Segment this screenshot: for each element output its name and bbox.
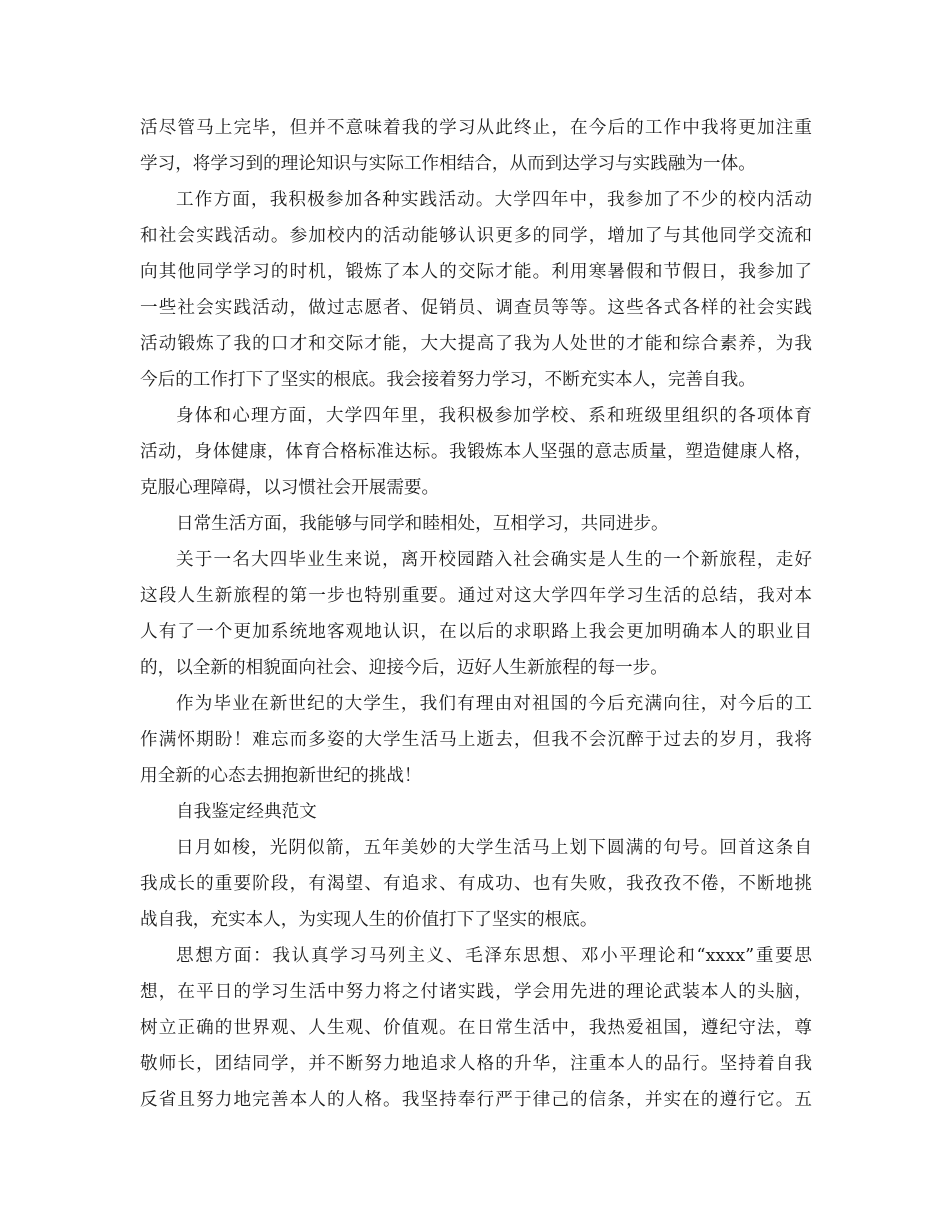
text-line: 作满怀期盼！难忘而多姿的大学生活马上逝去，但我不会沉醉于过去的岁月，我将 <box>140 730 812 750</box>
text-line: 这段人生新旅程的第一步也特别重要。通过对这大学四年学习生活的总结，我对本 <box>140 586 812 606</box>
paragraph-first-line: 工作方面，我积极参加各种实践活动。大学四年中，我参加了不少的校内活动 <box>176 190 812 210</box>
paragraph-first-line: 日常生活方面，我能够与同学和睦相处，互相学习，共同进步。 <box>176 514 669 534</box>
paragraph-first-line: 作为毕业在新世纪的大学生，我们有理由对祖国的今后充满向往，对今后的工 <box>176 694 812 714</box>
paragraph-first-line: 思想方面：我认真学习马列主义、毛泽东思想、邓小平理论和“xxxx”重要思 <box>176 946 812 966</box>
text-line: 反省且努力地完善本人的人格。我坚持奉行严于律己的信条，并实在的遵行它。五 <box>140 1090 812 1110</box>
text-line: 我成长的重要阶段，有渴望、有追求、有成功、也有失败，我孜孜不倦，不断地挑 <box>140 874 812 894</box>
text-line: 学习，将学习到的理论知识与实际工作相结合，从而到达学习与实践融为一体。 <box>140 154 756 174</box>
text-line: 想，在平日的学习生活中努力将之付诸实践，学会用先进的理论武装本人的头脑， <box>140 982 812 1002</box>
text-line: 克服心理障碍，以习惯社会开展需要。 <box>140 478 440 498</box>
text-line: 战自我，充实本人，为实现人生的价值打下了坚实的根底。 <box>140 910 598 930</box>
text-line: 和社会实践活动。参加校内的活动能够认识更多的同学，增加了与其他同学交流和 <box>140 226 812 246</box>
text-line: 一些社会实践活动，做过志愿者、促销员、调查员等等。这些各式各样的社会实践 <box>140 298 812 318</box>
text-line: 树立正确的世界观、人生观、价值观。在日常生活中，我热爱祖国，遵纪守法，尊 <box>140 1018 812 1038</box>
text-line: 活动锻炼了我的口才和交际才能，大大提高了我为人处世的才能和综合素养，为我 <box>140 334 812 354</box>
text-line: 今后的工作打下了坚实的根底。我会接着努力学习，不断充实本人，完善自我。 <box>140 370 756 390</box>
text-line: 人有了一个更加系统地客观地认识，在以后的求职路上我会更加明确本人的职业目 <box>140 622 812 642</box>
text-line: 的，以全新的相貌面向社会、迎接今后，迈好人生新旅程的每一步。 <box>140 658 668 678</box>
section-heading: 自我鉴定经典范文 <box>176 802 317 822</box>
paragraph-first-line: 关于一名大四毕业生来说，离开校园踏入社会确实是人生的一个新旅程，走好 <box>176 550 812 570</box>
paragraph-first-line: 日月如梭，光阴似箭，五年美妙的大学生活马上划下圆满的句号。回首这条自 <box>176 838 812 858</box>
text-line: 敬师长，团结同学，并不断努力地追求人格的升华，注重本人的品行。坚持着自我 <box>140 1054 812 1074</box>
text-line: 活尽管马上完毕，但并不意味着我的学习从此终止，在今后的工作中我将更加注重 <box>140 118 812 138</box>
text-line: 向其他同学学习的时机，锻炼了本人的交际才能。利用寒暑假和节假日，我参加了 <box>140 262 812 282</box>
text-line: 用全新的心态去拥抱新世纪的挑战！ <box>140 766 422 786</box>
text-line: 活动，身体健康，体育合格标准达标。我锻炼本人坚强的意志质量，塑造健康人格， <box>140 442 812 462</box>
paragraph-first-line: 身体和心理方面，大学四年里，我积极参加学校、系和班级里组织的各项体育 <box>176 406 812 426</box>
